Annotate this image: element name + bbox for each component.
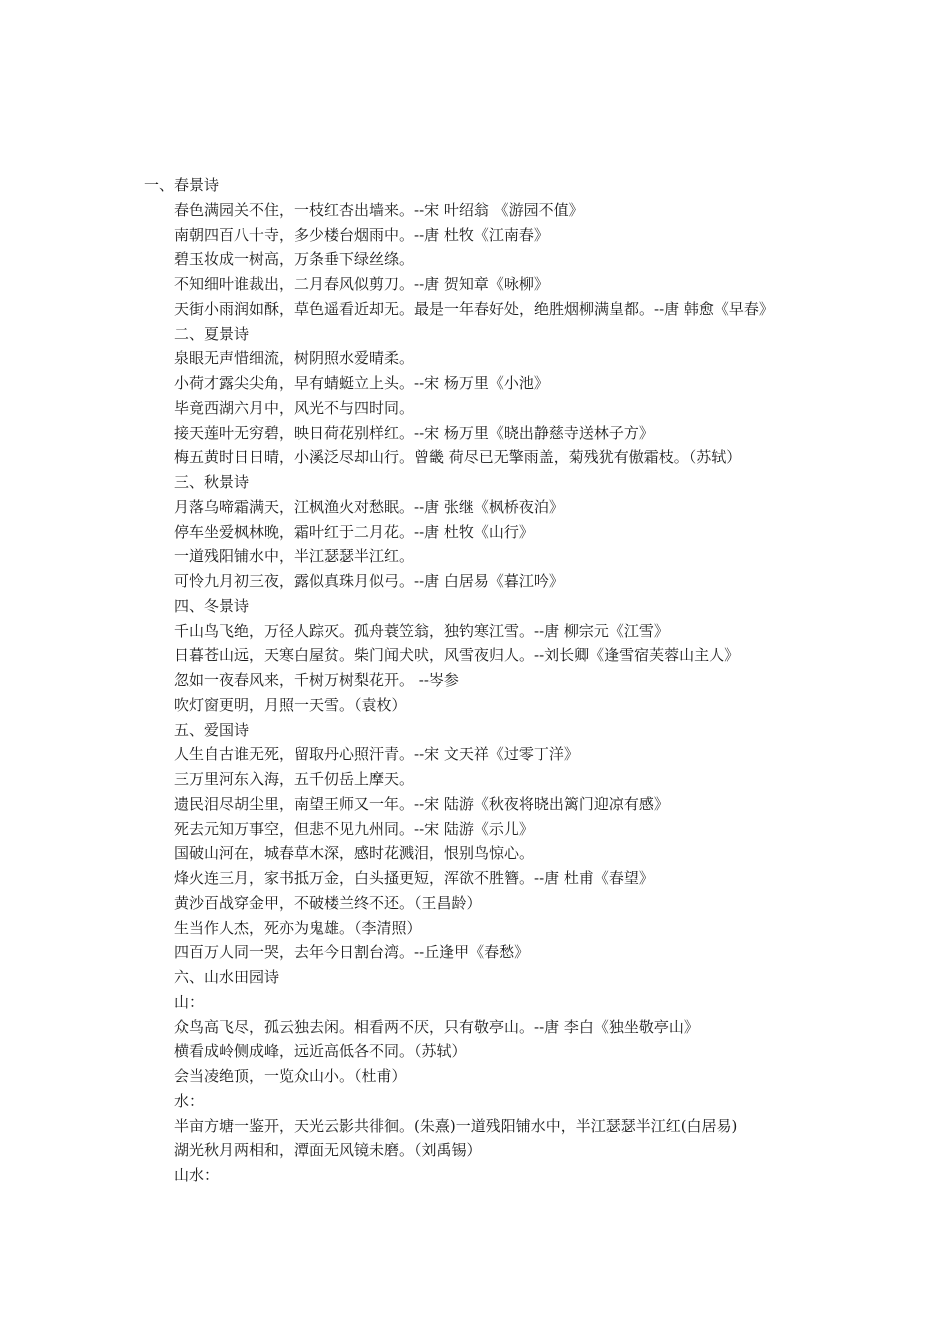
poem-line-wrapped: 天街小雨润如酥，草色遥看近却无。最是一年春好处，绝胜烟柳满皇都。--唐 韩愈《早春》 <box>174 299 774 318</box>
poem-line: 横看成岭侧成峰，远近高低各不同。（苏轼） <box>174 1042 467 1061</box>
poem-line: 月落乌啼霜满天，江枫渔火对愁眠。--唐 张继《枫桥夜泊》 <box>174 497 564 516</box>
section-heading-summer: 二、夏景诗 <box>174 324 250 343</box>
poem-line: 黄沙百战穿金甲，不破楼兰终不还。（王昌龄） <box>174 893 482 912</box>
poem-line: 忽如一夜春风来，千树万树梨花开。 --岑参 <box>174 671 459 689</box>
poem-line: 四百万人同一哭，去年今日割台湾。--丘逢甲《春愁》 <box>174 943 530 962</box>
poem-line: 毕竟西湖六月中，风光不与四时同。 <box>174 398 415 417</box>
poem-line: 国破山河在，城春草木深，感时花溅泪，恨别鸟惊心。 <box>174 844 535 863</box>
poem-line: 不知细叶谁裁出，二月春风似剪刀。--唐 贺知章《咏柳》 <box>174 275 549 293</box>
poem-line: 一道残阳铺水中，半江瑟瑟半江红。 <box>174 547 415 566</box>
poem-line: 可怜九月初三夜，露似真珠月似弓。--唐 白居易《暮江吟》 <box>174 572 564 590</box>
poem-line: 会当凌绝顶，一览众山小。（杜甫） <box>174 1067 407 1085</box>
poem-line: 吹灯窗更明，月照一天雪。（袁枚） <box>174 695 407 714</box>
poem-line: 烽火连三月，家书抵万金，白头搔更短，浑欲不胜簪。--唐 杜甫《春望》 <box>174 869 654 887</box>
section-heading-autumn: 三、秋景诗 <box>174 473 250 491</box>
poem-line: 人生自古谁无死，留取丹心照汗青。--宋 文天祥《过零丁洋》 <box>174 745 579 764</box>
section-heading-winter: 四、冬景诗 <box>174 596 250 615</box>
poem-line: 梅五黄时日日晴，小溪泛尽却山行。曾畿 荷尽已无擎雨盖，菊残犹有傲霜枝。（苏轼） <box>174 448 742 467</box>
poem-line: 千山鸟飞绝，万径人踪灭。孤舟蓑笠翁，独钓寒江雪。--唐 柳宗元《江雪》 <box>174 621 669 640</box>
poem-line: 半亩方塘一鉴开，天光云影共徘徊。(朱熹)一道残阳铺水中，半江瑟瑟半江红(白居易) <box>174 1116 738 1135</box>
poem-line: 泉眼无声惜细流，树阴照水爱晴柔。 <box>174 349 415 368</box>
section-heading-spring: 一、春景诗 <box>144 176 220 194</box>
subheading-mountain: 山： <box>174 992 205 1011</box>
poem-line: 日暮苍山远，天寒白屋贫。柴门闻犬吠，风雪夜归人。--刘长卿《逢雪宿芙蓉山主人》 <box>174 646 740 665</box>
poem-line: 死去元知万事空，但悲不见九州同。--宋 陆游《示儿》 <box>174 819 534 838</box>
poem-line: 碧玉妆成一树高，万条垂下绿丝绦。 <box>174 250 415 269</box>
subheading-water: 水： <box>174 1091 205 1110</box>
section-heading-patriotic: 五、爱国诗 <box>174 720 250 739</box>
poem-line: 南朝四百八十寺，多少楼台烟雨中。--唐 杜牧《江南春》 <box>174 225 549 244</box>
poem-line: 众鸟高飞尽，孤云独去闲。相看两不厌，只有敬亭山。--唐 李白《独坐敬亭山》 <box>174 1017 699 1036</box>
poem-line: 三万里河东入海，五千仞岳上摩天。 <box>174 770 415 788</box>
poem-line: 春色满园关不住，一枝红杏出墙来。--宋 叶绍翁 《游园不值》 <box>174 200 584 219</box>
poem-line: 生当作人杰，死亦为鬼雄。（李清照） <box>174 918 422 937</box>
poem-line: 停车坐爱枫林晚，霜叶红于二月花。--唐 杜牧《山行》 <box>174 522 534 541</box>
subheading-mountain-water: 山水： <box>174 1166 220 1184</box>
section-heading-landscape: 六、山水田园诗 <box>174 968 280 986</box>
poem-line: 接天莲叶无穷碧，映日荷花别样红。--宋 杨万里《晓出静慈寺送林子方》 <box>174 423 654 442</box>
poem-list <box>144 173 812 1188</box>
poem-line: 湖光秋月两相和，潭面无风镜未磨。（刘禹锡） <box>174 1141 482 1160</box>
poem-line: 小荷才露尖尖角，早有蜻蜓立上头。--宋 杨万里《小池》 <box>174 374 549 392</box>
poem-line: 遗民泪尽胡尘里，南望王师又一年。--宋 陆游《秋夜将晓出篱门迎凉有感》 <box>174 794 669 813</box>
